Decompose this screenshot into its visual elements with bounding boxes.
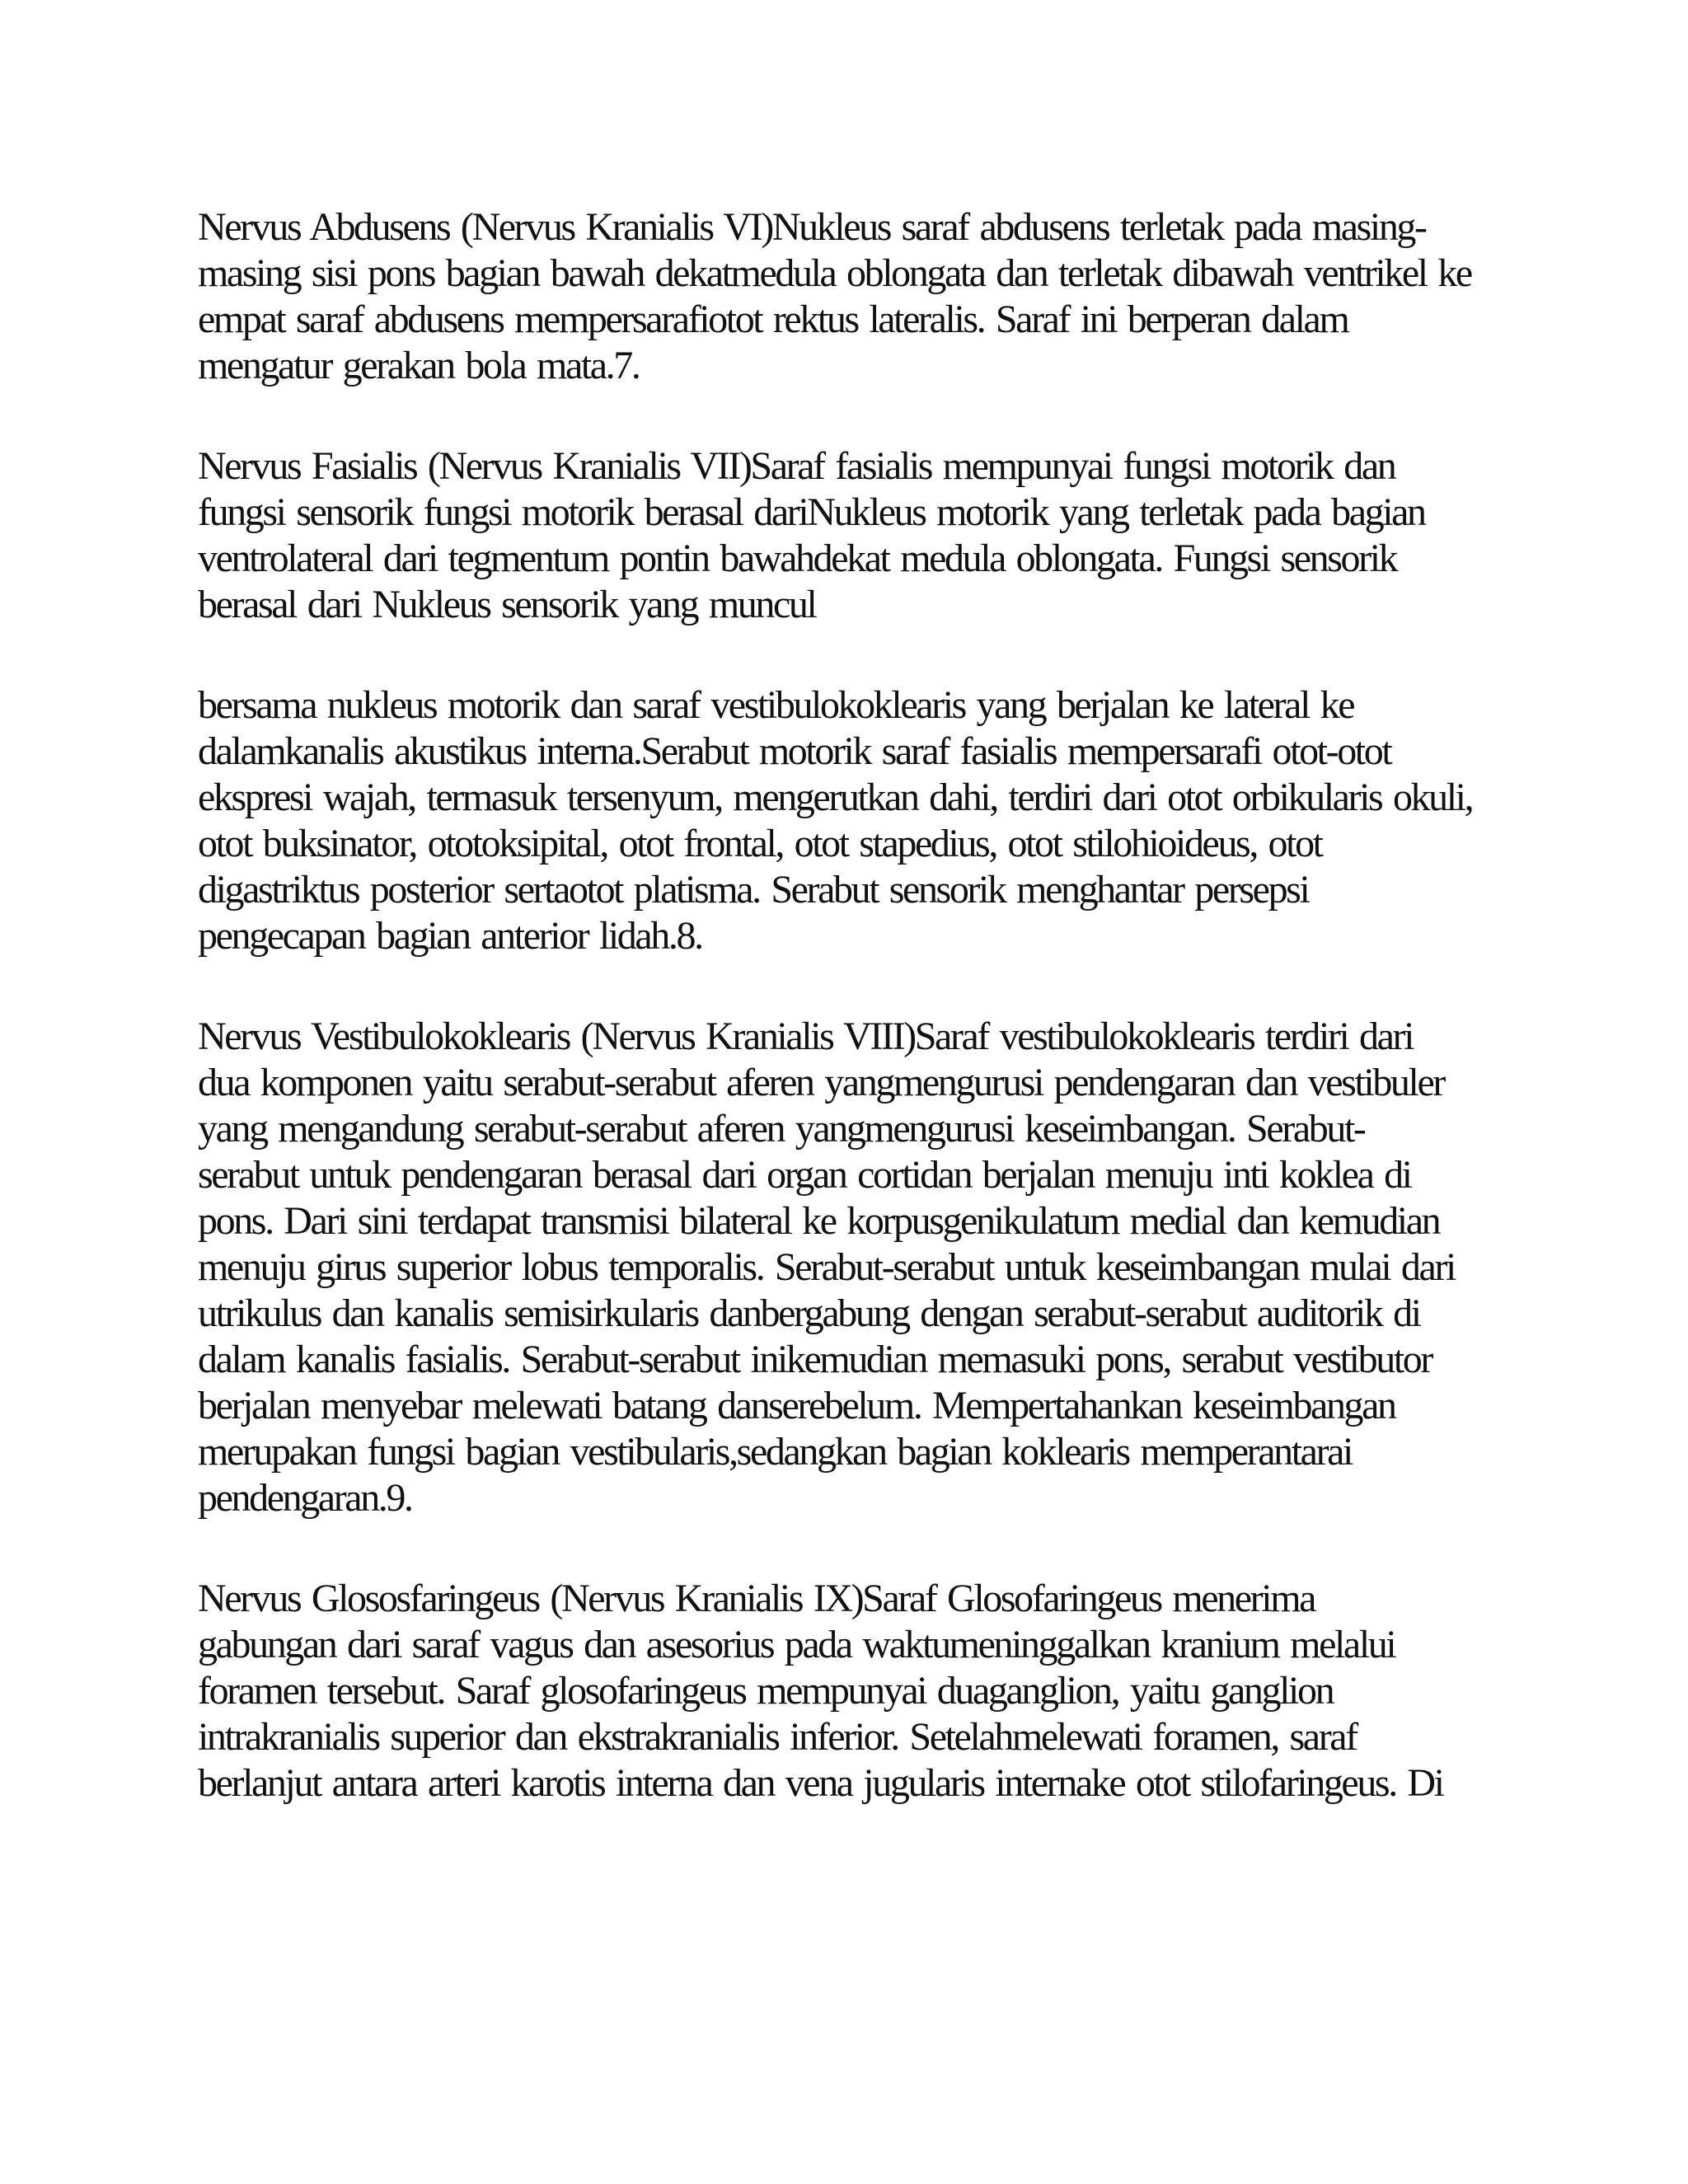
text-line: serabut untuk pendengaran berasal dari organ cortidan berjalan menuju inti koklea di: [198, 1153, 1411, 1197]
text-line: pengecapan bagian anterior lidah.8.: [198, 914, 702, 958]
text-line: berasal dari Nukleus sensorik yang muncul: [198, 583, 816, 626]
text-line: dalam kanalis fasialis. Serabut-serabut inikemudian memasuki pons, serabut vestibutor: [198, 1338, 1432, 1381]
text-line: Nervus Abdusens (Nervus Kranialis VI)Nukleus saraf abdusens terletak pada masing-: [198, 205, 1426, 249]
text-line: dua komponen yaitu serabut-serabut aferen yangmengurusi pendengaran dan vestibuler: [198, 1061, 1444, 1104]
text-line: berjalan menyebar melewati batang danserebelum. Mempertahankan keseimbangan: [198, 1384, 1395, 1427]
text-line: ekspresi wajah, termasuk tersenyum, mengerutkan dahi, terdiri dari otot orbikularis okuli,: [198, 776, 1473, 819]
paragraph-nervus-fasialis: [198, 443, 1500, 628]
text-line: dalamkanalis akustikus interna.Serabut motorik saraf fasialis mempersarafi otot-otot: [198, 729, 1391, 773]
text-line: gabungan dari saraf vagus dan asesorius pada waktumeninggalkan kranium melalui: [198, 1623, 1395, 1666]
text-line: Nervus Fasialis (Nervus Kranialis VII)Saraf fasialis mempunyai fungsi motorik dan: [198, 444, 1395, 488]
text-line: pons. Dari sini terdapat transmisi bilateral ke korpusgenikulatum medial dan kemudian: [198, 1199, 1440, 1243]
text-line: digastriktus posterior sertaotot platisma. Serabut sensorik menghantar persepsi: [198, 868, 1309, 912]
text-line: utrikulus dan kanalis semisirkularis danbergabung dengan serabut-serabut auditorik di: [198, 1291, 1420, 1335]
text-line: intrakranialis superior dan ekstrakranialis inferior. Setelahmelewati foramen, saraf: [198, 1715, 1357, 1759]
text-line: berlanjut antara arteri karotis interna dan vena jugularis internake otot stilofaringeus. Di: [198, 1761, 1443, 1805]
text-line: Nervus Glososfaringeus (Nervus Kranialis IX)Saraf Glosofaringeus menerima: [198, 1577, 1315, 1620]
text-line: menuju girus superior lobus temporalis. Serabut-serabut untuk keseimbangan mulai dari: [198, 1245, 1455, 1289]
text-line: ventrolateral dari tegmentum pontin bawahdekat medula oblongata. Fungsi sensorik: [198, 537, 1397, 580]
text-line: merupakan fungsi bagian vestibularis,sedangkan bagian koklearis memperantarai: [198, 1430, 1352, 1474]
text-line: mengatur gerakan bola mata.7.: [198, 344, 640, 387]
text-line: pendengaran.9.: [198, 1476, 412, 1520]
text-line: fungsi sensorik fungsi motorik berasal dariNukleus motorik yang terletak pada bagian: [198, 490, 1425, 534]
paragraph-nervus-vestibulokoklearis: [198, 1014, 1500, 1521]
text-line: yang mengandung serabut-serabut aferen yangmengurusi keseimbangan. Serabut-: [198, 1107, 1365, 1151]
paragraph-nervus-abdusens: [198, 204, 1500, 389]
paragraph-fasialis-continued: [198, 682, 1500, 959]
document-body: [198, 204, 1500, 1861]
text-line: empat saraf abdusens mempersarafiotot rektus lateralis. Saraf ini berperan dalam: [198, 298, 1348, 341]
paragraph-nervus-glosofaringeus: [198, 1576, 1500, 1807]
text-line: otot buksinator, ototoksipital, otot frontal, otot stapedius, otot stilohioideus, otot: [198, 822, 1322, 865]
text-line: foramen tersebut. Saraf glosofaringeus mempunyai duaganglion, yaitu ganglion: [198, 1669, 1334, 1713]
text-line: masing sisi pons bagian bawah dekatmedula oblongata dan terletak dibawah ventrikel ke: [198, 251, 1471, 295]
text-line: bersama nukleus motorik dan saraf vestibulokoklearis yang berjalan ke lateral ke: [198, 683, 1354, 727]
text-line: Nervus Vestibulokoklearis (Nervus Kranialis VIII)Saraf vestibulokoklearis terdiri dari: [198, 1015, 1414, 1058]
